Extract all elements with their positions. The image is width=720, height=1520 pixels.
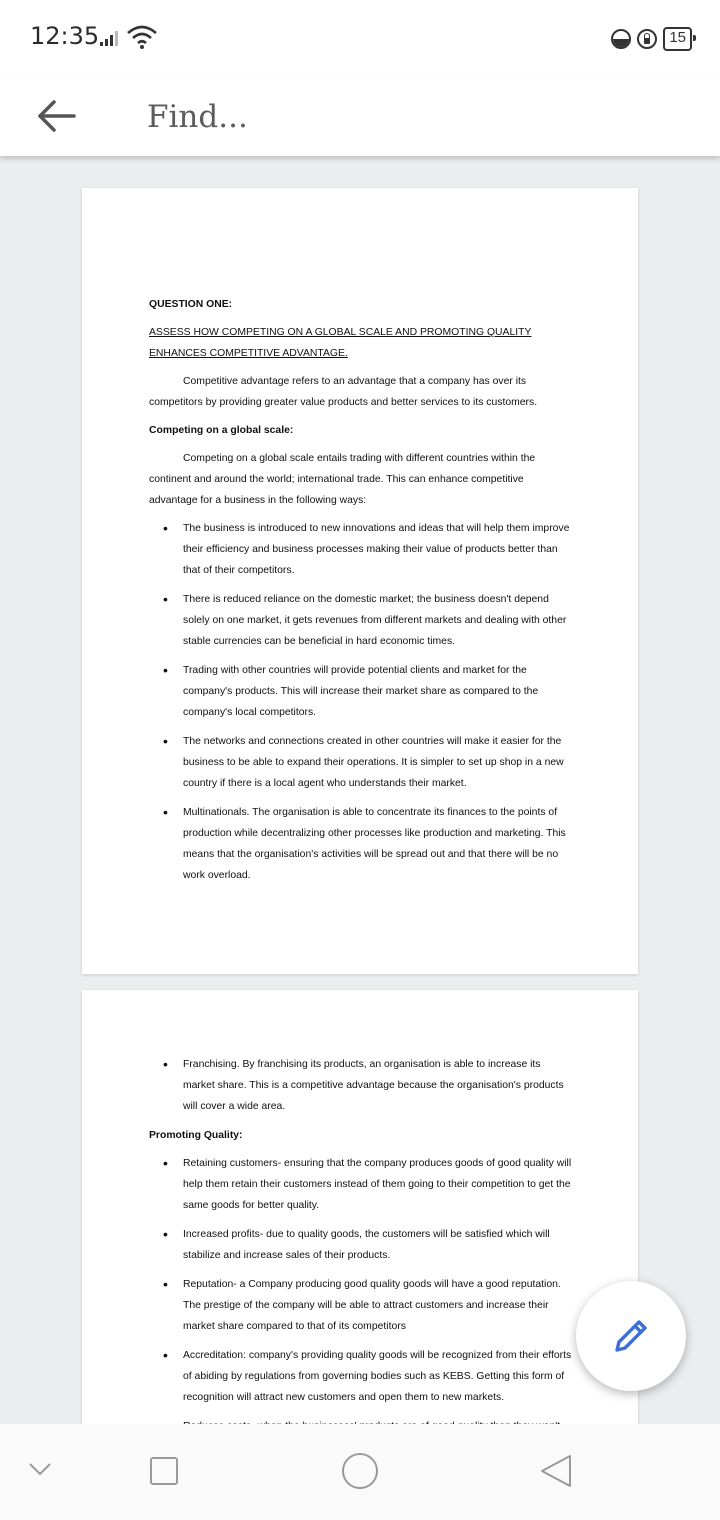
find-input[interactable] bbox=[145, 90, 649, 144]
back-button[interactable] bbox=[32, 90, 84, 142]
question-heading: QUESTION ONE: bbox=[149, 299, 233, 310]
page-1-content bbox=[149, 294, 572, 894]
document-page-1 bbox=[82, 188, 638, 974]
section-heading-quality: Promoting Quality: bbox=[149, 1130, 243, 1141]
list-item: • Retaining customers- ensuring that the company produces goods of good quality will help them retain their customers instead of them going to their competition to get the same goods for better quality. bbox=[149, 1153, 572, 1216]
list-item: • The business is introduced to new innovations and ideas that will help them improve their efficiency and business processes making their value of products better than that of their competitors. bbox=[149, 518, 572, 581]
system-navigation-bar bbox=[0, 1424, 720, 1520]
nav-collapse-icon[interactable] bbox=[28, 1461, 52, 1477]
intro-paragraph: Competitive advantage refers to an advantage that a company has over its competitors by providing greater value products and better services to its customers. bbox=[149, 376, 538, 408]
section-heading-global: Competing on a global scale: bbox=[149, 425, 294, 436]
global-scale-bullet-list bbox=[149, 518, 572, 886]
section-intro-paragraph: Competing on a global scale entails trading with different countries within the continent and around the world; international trade. This can enhance competitive advantage for a business in the following ways: bbox=[149, 453, 536, 506]
quality-bullet-list bbox=[149, 1153, 572, 1437]
list-item: • Franchising. By franchising its products, an organisation is able to increase its market share. This is a competitive advantage because the organisation's products will cover a wide area. bbox=[149, 1054, 572, 1117]
list-item: • Increased profits- due to quality goods, the customers will be satisfied which will stabilize and increase sales of their products. bbox=[149, 1224, 572, 1266]
data-saver-icon bbox=[611, 29, 631, 49]
nav-home-icon[interactable] bbox=[342, 1453, 378, 1489]
edit-button[interactable] bbox=[576, 1281, 686, 1391]
list-item: • The networks and connections created in other countries will make it easier for the business to be able to expand their operations. It is simpler to set up shop in a new country if there is a local agent who understands their market. bbox=[149, 731, 572, 794]
vpn-lock-icon bbox=[637, 29, 657, 49]
list-item: • Trading with other countries will provide potential clients and market for the company's products. This will increase their market share as compared to the company's local competitors. bbox=[149, 660, 572, 723]
signal-icon bbox=[100, 28, 124, 46]
back-arrow-icon bbox=[32, 90, 84, 142]
nav-back-icon[interactable] bbox=[538, 1453, 574, 1489]
find-toolbar bbox=[0, 76, 720, 156]
franchising-bullet-list bbox=[149, 1054, 572, 1117]
list-item: • Accreditation: company's providing quality goods will be recognized from their efforts of abiding by regulations from governing bodies such as KEBS. Getting this form of recognition will attract new customers and open them to new markets. bbox=[149, 1345, 572, 1408]
list-item: • There is reduced reliance on the domestic market; the business doesn't depend solely on one market, it gets revenues from different markets and dealing with other stable currencies can be beneficial in hard economic times. bbox=[149, 589, 572, 652]
status-time: 12:35 bbox=[30, 22, 100, 50]
list-item: • Multinationals. The organisation is able to concentrate its finances to the points of production while decentralizing other processes like production and marketing. This means that the organisation's activities will be spread out and that there will be no work overload. bbox=[149, 802, 572, 886]
wifi-icon bbox=[126, 24, 158, 50]
question-title: ASSESS HOW COMPETING ON A GLOBAL SCALE AND PROMOTING QUALITY ENHANCES COMPETITIVE ADVANTAGE. bbox=[149, 327, 532, 359]
status-bar bbox=[0, 0, 720, 76]
nav-recents-icon[interactable] bbox=[150, 1457, 178, 1485]
page-2-content bbox=[149, 1054, 572, 1445]
list-item: • Reputation- a Company producing good quality goods will have a good reputation. The prestige of the company will be able to attract customers and increase their market share compared to that of its competitors bbox=[149, 1274, 572, 1337]
battery-icon: 15 bbox=[663, 27, 692, 51]
document-page-2 bbox=[82, 990, 638, 1430]
edit-pencil-icon bbox=[611, 1316, 651, 1356]
